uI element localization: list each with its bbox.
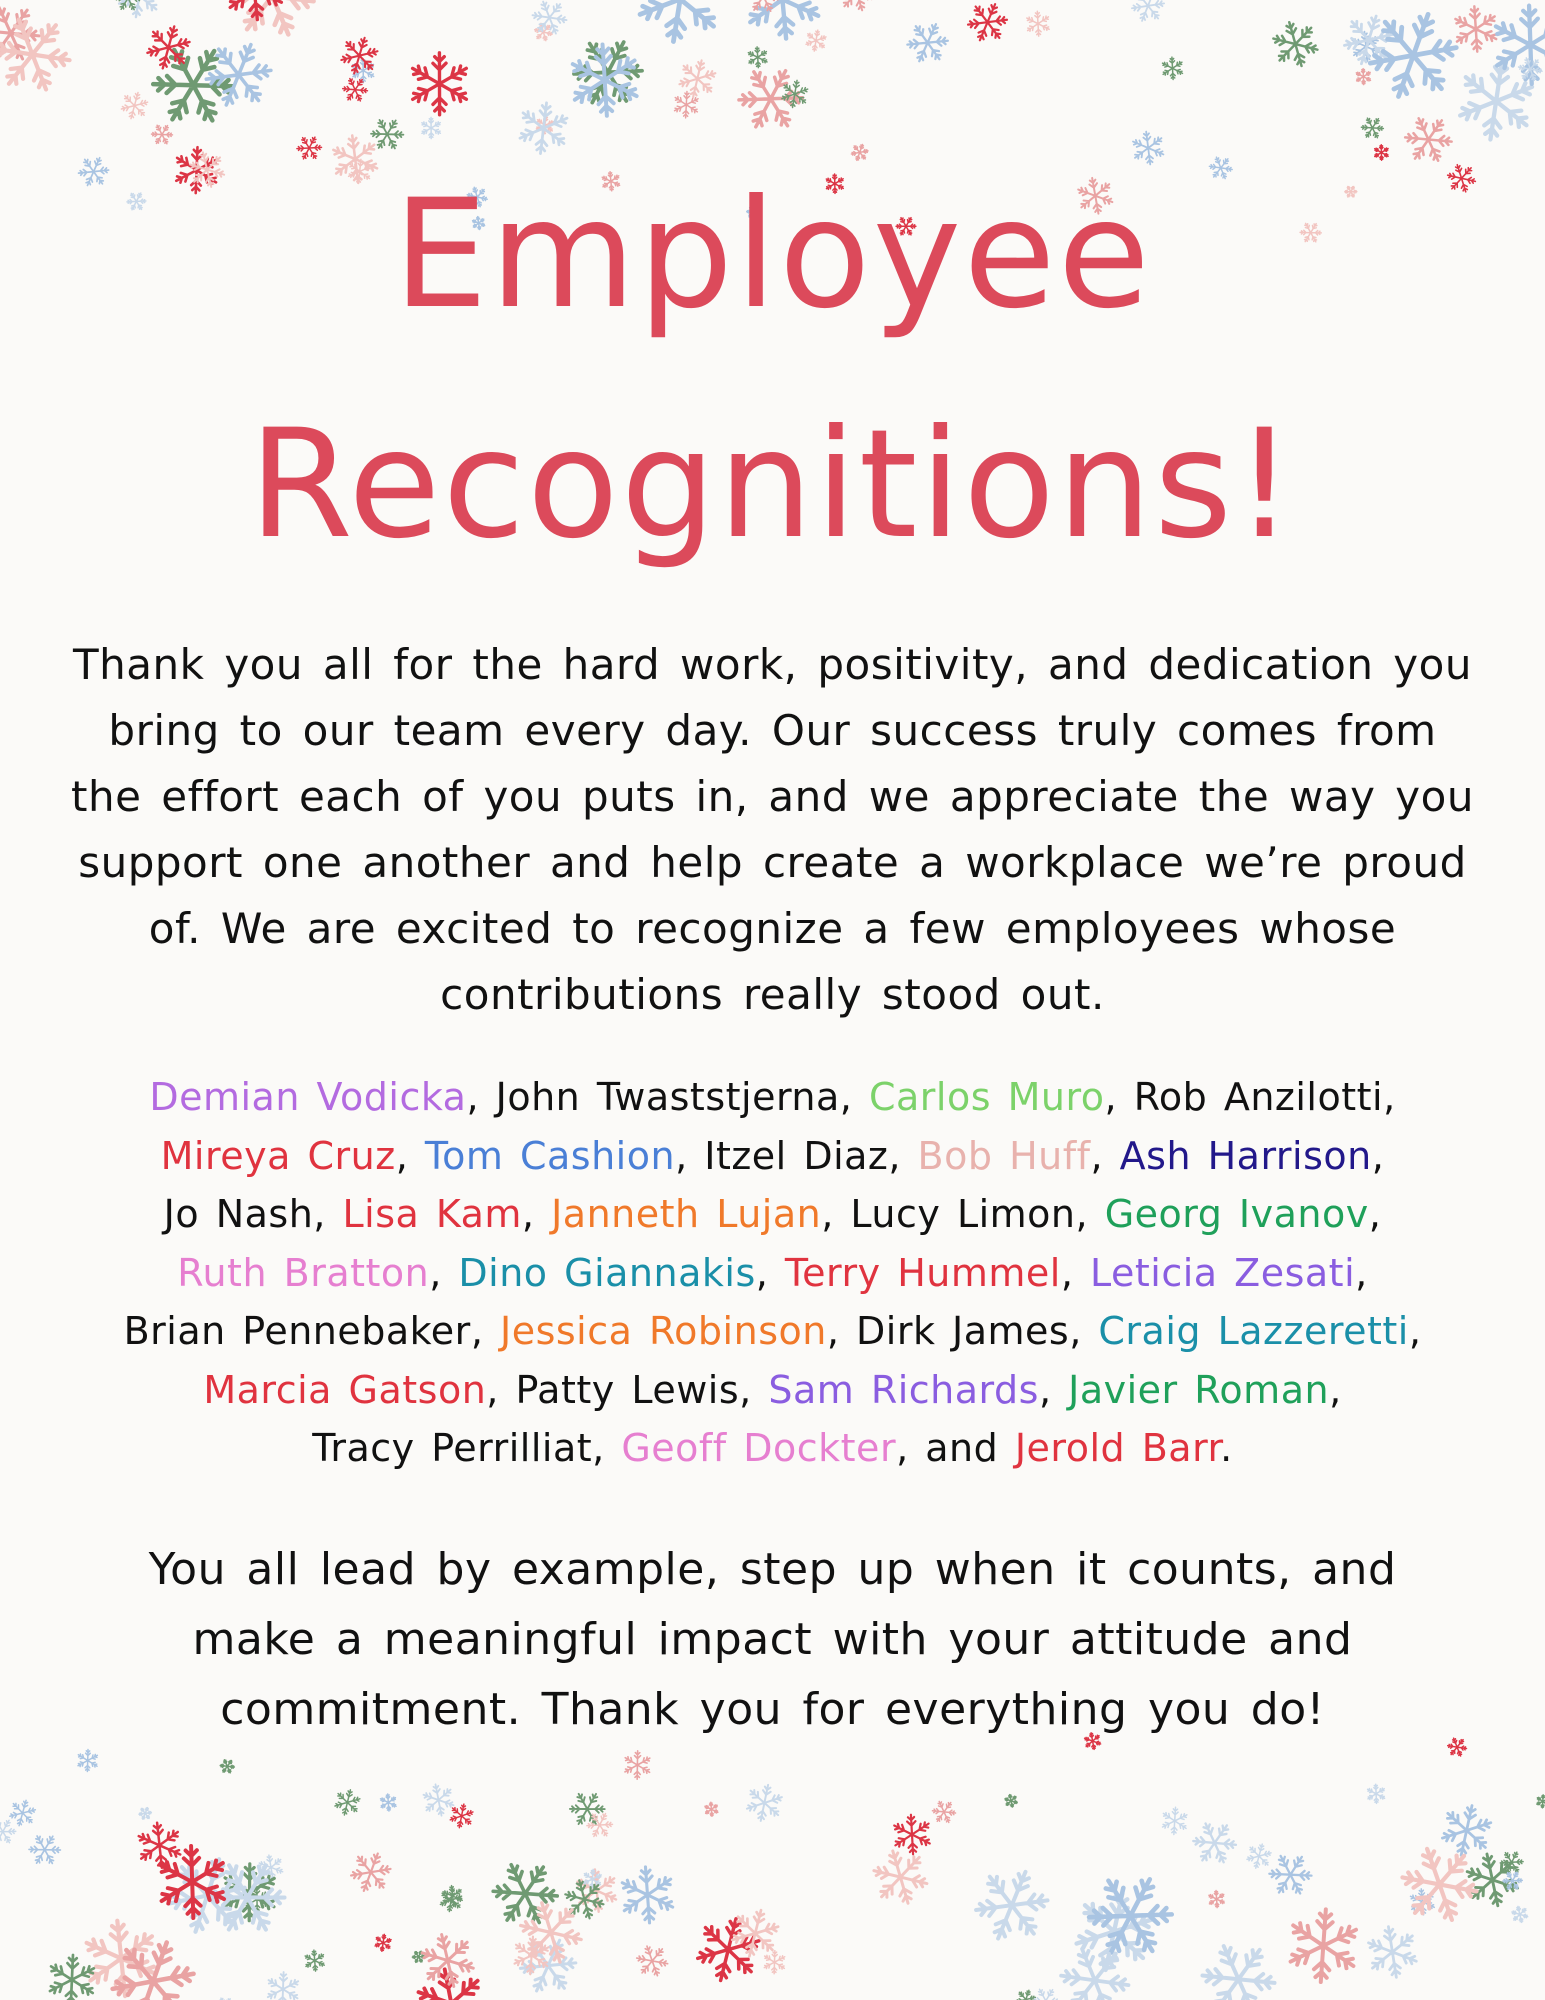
- snowflake-icon: [335, 31, 384, 80]
- recognized-name: Itzel Diaz: [704, 1133, 889, 1178]
- snowflake-icon: [561, 1878, 608, 1921]
- recognized-name: Mireya Cruz: [160, 1133, 396, 1178]
- snowflake-icon: [1062, 1880, 1166, 1983]
- snowflake-icon: [371, 120, 404, 149]
- snowflake-icon: [1206, 1889, 1228, 1910]
- snowflake-icon: [217, 0, 292, 26]
- snowflake-icon: [131, 1818, 188, 1872]
- snowflake-icon: [669, 88, 704, 122]
- snowflake-icon: [29, 1836, 61, 1864]
- snowflake-icon: [1534, 1793, 1545, 1810]
- recognized-name: Jo Nash: [163, 1192, 314, 1236]
- recognized-name: Craig Lazzeretti: [1098, 1309, 1409, 1353]
- snowflake-icon: [399, 45, 479, 122]
- recognized-name: Jessica Robinson: [499, 1309, 827, 1353]
- snowflake-icon: [348, 56, 379, 86]
- snowflake-icon: [73, 1747, 102, 1775]
- page-title-line-2: Recognitions!: [248, 398, 1297, 572]
- snowflake-icon: [835, 0, 878, 12]
- snowflake-icon: [759, 1948, 789, 1977]
- snowflake-icon: [115, 0, 142, 10]
- recognized-name: Sam Richards: [768, 1367, 1039, 1412]
- snowflake-icon: [673, 54, 723, 103]
- snowflake-icon: [1013, 1987, 1038, 2000]
- recognized-name: Patty Lewis: [515, 1367, 740, 1412]
- snowflake-icon: [1497, 1847, 1526, 1877]
- snowflake-icon: [342, 78, 369, 101]
- snowflake-icon: [901, 16, 953, 70]
- snowflake-icon: [612, 1861, 684, 1929]
- snowflake-icon: [1078, 1862, 1183, 1970]
- snowflake-icon: [744, 45, 771, 70]
- snowflake-icon: [580, 1867, 605, 1892]
- recognized-name: Janneth Lujan: [551, 1192, 822, 1236]
- snowflake-icon: [294, 132, 325, 164]
- snowflake-icon: [965, 1858, 1058, 1953]
- snowflake-icon: [213, 1857, 287, 1928]
- snowflake-icon: [746, 0, 781, 12]
- snowflake-icon: [1336, 7, 1402, 73]
- snowflake-icon: [686, 1908, 770, 1992]
- snowflake-icon: [1347, 29, 1385, 65]
- snowflake-icon: [515, 1899, 587, 1965]
- snowflake-icon: [583, 1808, 616, 1842]
- snowflake-icon: [40, 1948, 105, 2000]
- snowflake-icon: [570, 1794, 605, 1824]
- snowflake-icon: [345, 1846, 397, 1899]
- snowflake-icon: [731, 57, 811, 140]
- snowflake-icon: [377, 1792, 399, 1813]
- snowflake-icon: [559, 36, 651, 123]
- snowflake-icon: [372, 1932, 395, 1954]
- recognized-name: Brian Pennebaker: [123, 1309, 471, 1353]
- snowflake-icon: [99, 1927, 207, 2000]
- snowflake-icon: [1396, 1845, 1482, 1923]
- snowflake-icon: [1157, 1804, 1193, 1839]
- recognized-name: Lisa Kam: [342, 1192, 522, 1236]
- snowflake-icon: [137, 1805, 153, 1822]
- snowflake-icon: [619, 1747, 656, 1783]
- snowflake-icon: [301, 1948, 328, 1974]
- intro-paragraph: Thank you all for the hard work, positivity, and dedication you bring to our team every day. Our success truly comes from the effort each of you puts in, and we appreciate the way you support one another and help create a workplace we’re proud of. We are excited to recognize a few employees whose contributions really stood out.: [71, 640, 1474, 1019]
- recognized-name: Carlos Muro: [868, 1075, 1105, 1119]
- recognized-name: Dirk James: [856, 1309, 1070, 1353]
- snowflake-icon: [330, 1785, 364, 1819]
- snowflake-icon: [777, 76, 813, 112]
- recognized-name: Lucy Limon: [850, 1192, 1076, 1236]
- snowflake-icon: [570, 1865, 624, 1916]
- snowflake-icon: [565, 28, 651, 117]
- snowflake-icon: [439, 1884, 466, 1909]
- snowflake-icon: [1364, 1782, 1389, 1806]
- snowflake-icon: [1033, 1989, 1060, 2000]
- recognized-name: Tom Cashion: [424, 1133, 676, 1178]
- snowflake-icon: [256, 1853, 287, 1882]
- snowflake-icon: [117, 88, 153, 124]
- snowflake-icon: [146, 1837, 239, 1926]
- snowflake-icon: [1480, 0, 1545, 93]
- snowflake-icon: [1361, 1922, 1425, 1982]
- snowflake-icon: [740, 1779, 789, 1827]
- snowflake-icon: [702, 1801, 720, 1818]
- snowflake-icon: [931, 1801, 956, 1823]
- snowflake-icon: [73, 1913, 169, 2000]
- snowflake-icon: [1361, 118, 1384, 138]
- snowflake-icon: [886, 1810, 937, 1859]
- recognized-name: Ash Harrison: [1119, 1133, 1372, 1178]
- snowflake-icon: [849, 141, 871, 163]
- snowflake-icon: [1403, 117, 1453, 161]
- snowflake-icon: [0, 1815, 19, 1849]
- snowflake-icon: [0, 6, 41, 60]
- recognized-name: Georg Ivanov: [1104, 1192, 1369, 1236]
- snowflake-icon: [210, 1865, 284, 1929]
- snowflake-icon: [446, 1800, 478, 1831]
- snowflake-icon: [533, 113, 557, 137]
- snowflake-icon: [411, 1949, 427, 1965]
- snowflake-icon: [1371, 143, 1391, 162]
- page-title-line-1: Employee: [393, 168, 1152, 342]
- recognized-name: Demian Vodicka: [149, 1075, 467, 1119]
- snowflake-icon: [417, 115, 445, 141]
- snowflake-icon: [533, 22, 554, 42]
- snowflake-icon: [491, 1864, 559, 1924]
- recognized-name: Geoff Dockter: [621, 1426, 897, 1470]
- snowflake-icon: [1269, 19, 1323, 68]
- recognized-name: Tracy Perrilliat: [312, 1426, 593, 1470]
- snowflake-icon: [1353, 67, 1374, 87]
- snowflake-icon: [419, 1782, 458, 1819]
- snowflake-icon: [1460, 1850, 1525, 1910]
- snowflake-icon: [1192, 1823, 1238, 1864]
- snowflake-icon: [1510, 1905, 1530, 1923]
- snowflake-icon: [1447, 1, 1505, 56]
- snowflake-icon: [1268, 1855, 1312, 1893]
- recognized-name: Ruth Bratton: [177, 1250, 430, 1295]
- snowflake-icon: [1158, 55, 1187, 82]
- snowflake-icon: [111, 0, 168, 24]
- snowflake-icon: [152, 49, 234, 120]
- snowflake-icon: [226, 0, 318, 37]
- snowflake-icon: [436, 1886, 466, 1915]
- snowflake-icon: [1003, 1794, 1019, 1808]
- snowflake-icon: [1127, 128, 1169, 167]
- recognized-name: Bob Huff: [917, 1133, 1091, 1178]
- snowflake-icon: [415, 1931, 479, 1991]
- recognized-name: Marcia Gatson: [203, 1367, 487, 1412]
- snowflake-icon: [802, 27, 830, 55]
- snowflake-icon: [0, 17, 74, 93]
- recognized-name: Rob Anzilotti: [1133, 1075, 1384, 1119]
- snowflake-icon: [220, 1759, 235, 1773]
- snowflake-icon: [512, 1929, 584, 2000]
- snowflake-icon: [724, 1902, 787, 1965]
- snowflake-icon: [1127, 0, 1169, 27]
- snowflake-icon: [1057, 1947, 1133, 2000]
- recognized-name: Terry Hummel: [784, 1250, 1061, 1295]
- snowflake-icon: [507, 1931, 557, 1979]
- names-connector: and: [925, 1426, 999, 1470]
- snowflake-icon: [962, 0, 1013, 48]
- snowflake-icon: [409, 1964, 494, 2000]
- snowflake-icon: [1243, 1840, 1276, 1873]
- recognized-name: Dino Giannakis: [458, 1250, 756, 1295]
- snowflake-icon: [623, 0, 737, 55]
- snowflake-icon: [261, 1968, 306, 2000]
- snowflake-icon: [1022, 8, 1054, 39]
- snowflake-icon: [1356, 0, 1470, 113]
- snowflake-icon: [510, 95, 577, 161]
- snowflake-icon: [530, 0, 568, 34]
- snowflake-icon: [1517, 57, 1544, 81]
- recognized-name: Leticia Zesati: [1090, 1250, 1356, 1295]
- snowflake-icon: [241, 1884, 273, 1915]
- snowflake-icon: [5, 1796, 40, 1831]
- recognized-name: John Twaststjerna: [495, 1075, 840, 1119]
- recognized-names-list: Demian Vodicka, John Twaststjerna, Carlos Muro, Rob Anzilotti, Mireya Cruz, Tom Cashion, Itzel Diaz, Bob Huff, Ash Harrison, Jo Nash, Lisa Kam, Janneth Lujan, Lucy Limon, Georg Ivanov, Ruth Bratton, Dino Giannakis, Terry Hummel, Leticia Zesati, Brian Pennebaker, Jessica Robinson, Dirk James, Craig Lazzeretti, Marcia Gatson, Patty Lewis, Sam Richards, Javier Roman, Tracy Perrilliat, Geoff Dockter, and Jerold Barr.: [123, 1075, 1422, 1470]
- snowflake-icon: [157, 1845, 257, 1946]
- recognized-name: Jerold Barr: [1014, 1426, 1221, 1470]
- closing-paragraph: You all lead by example, step up when it counts, and make a meaningful impact with your attitude and commitment. Thank you for everything you do!: [148, 1544, 1397, 1735]
- snowflake-icon: [868, 1848, 932, 1907]
- snowflake-icon: [1276, 1899, 1371, 1992]
- snowflake-icon: [140, 19, 197, 76]
- snowflake-icon: [1433, 1797, 1500, 1864]
- recognized-name: Javier Roman: [1068, 1367, 1330, 1412]
- snowflake-icon: [732, 0, 832, 47]
- snowflake-icon: [151, 125, 173, 144]
- snowflake-icon: [196, 32, 280, 118]
- snowflake-icon: [1199, 1944, 1277, 2000]
- snowflake-icon: [1500, 1868, 1524, 1893]
- snowflake-icon: [1445, 51, 1545, 152]
- snowflake-icon: [1406, 1886, 1439, 1918]
- snowflake-icon: [634, 1945, 670, 1977]
